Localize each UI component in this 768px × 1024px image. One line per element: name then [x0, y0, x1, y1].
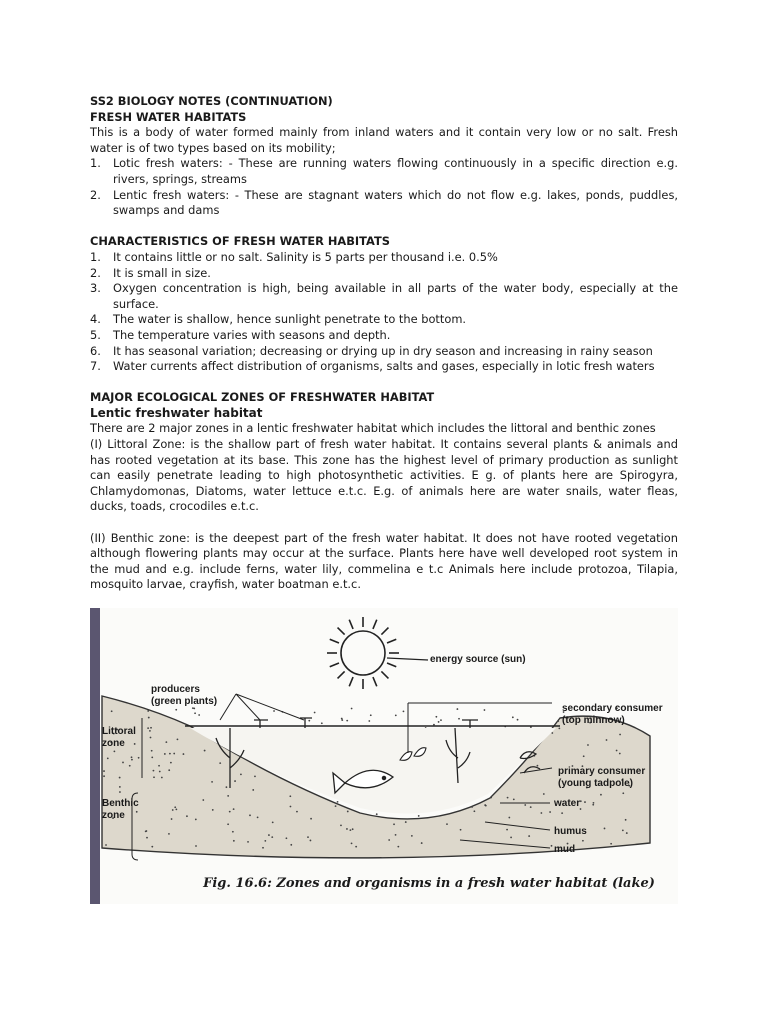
mud-speckle [168, 769, 170, 771]
mud-speckle [119, 786, 121, 788]
mud-speckle [138, 757, 140, 759]
mud-speckle [264, 840, 266, 842]
mud-speckle [169, 753, 171, 755]
list-item [90, 328, 678, 344]
mud-speckle [111, 710, 113, 712]
mud-speckle [368, 720, 370, 722]
mud-speckle [370, 714, 372, 716]
mud-speckle [622, 830, 624, 832]
mud-speckle [626, 832, 628, 834]
mud-speckle [119, 791, 121, 793]
mud-speckle [195, 819, 197, 821]
mud-speckle [458, 718, 460, 720]
list-text: It has seasonal variation; decreasing or drying up in dry season and increasing in rainy season [113, 343, 653, 358]
list-text: Lentic fresh waters: - These are stagnant waters which do not flow e.g. lakes, ponds, puddles, swamps and dams [113, 187, 678, 218]
section-title-ecological-zones: MAJOR ECOLOGICAL ZONES OF FRESHWATER HABITAT [90, 390, 435, 405]
sun-ray [387, 663, 396, 667]
list-item [90, 281, 678, 312]
section-intro: This is a body of water formed mainly from inland waters and it contain very low or no salt. Fresh water is of two types based on its mobility; [90, 125, 678, 155]
mud-speckle [395, 714, 397, 716]
mud-speckle [341, 719, 343, 721]
label-top-minnow: (top minnow) [562, 715, 625, 726]
sun-pointer [387, 658, 428, 660]
mud-speckle [195, 845, 197, 847]
mud-speckle [619, 734, 621, 736]
label-young-tadpole: (young tadpole) [558, 778, 633, 789]
list-text: The temperature varies with seasons and depth. [113, 327, 391, 342]
mud-speckle [346, 828, 348, 830]
mud-speckle [226, 786, 228, 788]
list-text: It contains little or no salt. Salinity is 5 parts per thousand i.e. 0.5% [113, 249, 498, 264]
sun-ray [373, 620, 377, 629]
mud-speckle [129, 765, 131, 767]
mud-speckle [506, 829, 508, 831]
mud-speckle [551, 845, 553, 847]
mud-speckle [202, 799, 204, 801]
mud-speckle [351, 708, 353, 710]
mud-speckle [421, 842, 423, 844]
mud-speckle [619, 753, 621, 755]
mud-speckle [219, 762, 221, 764]
mud-speckle [194, 712, 196, 714]
list-item [90, 188, 678, 219]
sun-ray [381, 628, 388, 635]
mud-speckle [193, 708, 195, 710]
mud-speckle [145, 830, 147, 832]
mud-speckle [150, 737, 152, 739]
mud-speckle [249, 814, 251, 816]
mud-speckle [233, 808, 235, 810]
label-littoral: Littoral [102, 726, 136, 737]
list-item [90, 250, 678, 266]
mud-speckle [584, 801, 586, 803]
label-benthic: Benthic [102, 798, 139, 809]
mud-speckle [172, 809, 174, 811]
mud-speckle [131, 759, 133, 761]
list-number: 2. [90, 265, 101, 280]
mud-speckle [558, 727, 560, 729]
label-mud: mud [554, 844, 576, 855]
section-title-characteristics: CHARACTERISTICS OF FRESH WATER HABITATS [90, 234, 390, 249]
sun-ray [373, 677, 377, 686]
label-primary-consumer: primary consumer [558, 766, 646, 777]
lake-zones-figure [90, 608, 678, 904]
mud-speckle [227, 795, 229, 797]
mud-speckle [600, 794, 602, 796]
mud-speckle [153, 770, 155, 772]
label-green-plants: (green plants) [151, 696, 218, 707]
mud-speckle [119, 777, 121, 779]
sun-ray [349, 620, 353, 629]
mud-speckle [107, 757, 109, 759]
mud-speckle [290, 844, 292, 846]
list-number: 1. [90, 249, 101, 264]
mud-speckle [604, 828, 606, 830]
mud-speckle [308, 720, 310, 722]
mud-speckle [508, 817, 510, 819]
list-item [90, 156, 678, 187]
mud-speckle [268, 834, 270, 836]
list-number: 6. [90, 343, 101, 358]
mud-speckle [175, 709, 177, 711]
mud-speckle [543, 793, 545, 795]
list-text: It is small in size. [113, 265, 211, 280]
sun-ray [338, 671, 345, 678]
mud-speckle [346, 720, 348, 722]
mud-speckle [524, 804, 526, 806]
mud-speckle [622, 792, 624, 794]
label-benthic-zone: zone [102, 810, 125, 821]
list-number: 3. [90, 281, 101, 296]
scan-edge [90, 608, 100, 904]
mud-speckle [147, 727, 149, 729]
mud-speckle [103, 775, 105, 777]
mud-speckle [113, 750, 115, 752]
label-water: water [554, 798, 581, 809]
mud-speckle [177, 738, 179, 740]
mud-speckle [397, 846, 399, 848]
zones-intro: There are 2 major zones in a lentic freshwater habitat which includes the littoral and benthic zones [90, 421, 656, 436]
list-item [90, 312, 678, 328]
mud-speckle [136, 811, 138, 813]
list-text: Oxygen concentration is high, being available in all parts of the water body, especially at the surface. [113, 281, 678, 311]
mud-speckle [296, 811, 298, 813]
mud-speckle [411, 835, 413, 837]
mud-speckle [164, 753, 166, 755]
mud-speckle [183, 753, 185, 755]
mud-speckle [289, 795, 291, 797]
mud-speckle [173, 753, 175, 755]
mud-speckle [134, 743, 136, 745]
mud-speckle [583, 755, 585, 757]
mud-speckle [131, 756, 133, 758]
list-item [90, 359, 678, 375]
mud-speckle [149, 730, 151, 732]
benthic-zone-paragraph: (II) Benthic zone: is the deepest part of the fresh water habitat. It does not have rooted vegetation although flowering plants may occur at the surface. Plants here have well developed root system in the mud and e.g. include ferns, water lily, commelina e t.c Animals here include protozoa, Tilapia, mosquito larvae, crayfish, water boatman e.t.c. [90, 530, 678, 592]
mud-speckle [271, 836, 273, 838]
mud-speckle [456, 708, 458, 710]
section-title-fresh-water-habitats: FRESH WATER HABITATS [90, 109, 247, 124]
mud-speckle [168, 833, 170, 835]
mud-speckle [587, 744, 589, 746]
list-item [90, 266, 678, 282]
mud-speckle [580, 800, 582, 802]
mud-speckle [460, 829, 462, 831]
sun-ray [330, 639, 339, 643]
list-item [90, 344, 678, 360]
mud-speckle [349, 829, 351, 831]
mud-speckle [335, 805, 337, 807]
list-number: 7. [90, 359, 101, 374]
mud-speckle [610, 843, 612, 845]
mud-speckle [625, 819, 627, 821]
mud-speckle [234, 780, 236, 782]
section-subtitle-lentic: Lentic freshwater habitat [90, 405, 263, 420]
mud-speckle [105, 844, 107, 846]
mud-speckle [174, 806, 176, 808]
mud-speckle [227, 823, 229, 825]
mud-speckle [557, 720, 559, 722]
mud-speckle [616, 750, 618, 752]
mud-speckle [337, 801, 339, 803]
label-energy-source: energy source (sun) [430, 654, 526, 665]
mud-speckle [211, 781, 213, 783]
mud-speckle [273, 710, 275, 712]
mud-speckle [148, 717, 150, 719]
mud-speckle [405, 821, 407, 823]
mud-speckle [418, 815, 420, 817]
list-text: Lotic fresh waters: - These are running waters flowing continuously in a specific direction e.g. rivers, springs, streams [113, 156, 678, 186]
mud-speckle [351, 842, 353, 844]
mud-speckle [252, 789, 254, 791]
mud-speckle [171, 818, 173, 820]
mud-speckle [232, 831, 234, 833]
list-number: 4. [90, 312, 101, 327]
mud-speckle [310, 818, 312, 820]
sun-ray [387, 639, 396, 643]
mud-speckle [212, 809, 214, 811]
mud-speckle [254, 775, 256, 777]
mud-speckle [592, 804, 594, 806]
mud-speckle [352, 828, 354, 830]
mud-speckle [175, 808, 177, 810]
mud-speckle [513, 798, 515, 800]
mud-speckle [517, 719, 519, 721]
mud-speckle [321, 722, 323, 724]
list-number: 2. [90, 187, 101, 202]
label-producers: producers [151, 684, 200, 695]
mud-speckle [247, 841, 249, 843]
mud-speckle [314, 712, 316, 714]
mud-speckle [146, 837, 148, 839]
sun-ray [338, 628, 345, 635]
mud-speckle [161, 777, 163, 779]
mud-speckle [204, 750, 206, 752]
mud-speckle [153, 776, 155, 778]
mud-speckle [393, 823, 395, 825]
characteristics-list [90, 250, 678, 375]
list-number: 5. [90, 327, 101, 342]
mud-speckle [473, 810, 475, 812]
mud-speckle [310, 840, 312, 842]
mud-speckle [438, 721, 440, 723]
mud-speckle [549, 811, 551, 813]
mud-speckle [446, 823, 448, 825]
mud-speckle [150, 727, 152, 729]
mud-speckle [582, 840, 584, 842]
mud-speckle [537, 765, 539, 767]
sun-ray [330, 663, 339, 667]
mud-speckle [159, 771, 161, 773]
list-text: Water currents affect distribution of organisms, salts and gases, especially in lotic fresh waters [113, 359, 655, 374]
mud-speckle [395, 834, 397, 836]
mud-speckle [198, 714, 200, 716]
mud-speckle [307, 836, 309, 838]
sun-ray [381, 671, 388, 678]
lake-diagram [90, 608, 678, 904]
mud-speckle [606, 739, 608, 741]
figure-caption: Fig. 16.6: Zones and organisms in a fresh water habitat (lake) [203, 876, 655, 891]
mud-speckle [484, 709, 486, 711]
mud-speckle [151, 756, 153, 758]
mud-speckle [233, 840, 235, 842]
list-number: 1. [90, 156, 101, 171]
mud-speckle [165, 741, 167, 743]
notes-page [90, 94, 678, 593]
mud-speckle [158, 765, 160, 767]
mud-speckle [530, 806, 532, 808]
mud-speckle [355, 846, 357, 848]
mud-speckle [186, 815, 188, 817]
mud-speckle [561, 812, 563, 814]
mud-speckle [151, 846, 153, 848]
mud-speckle [507, 797, 509, 799]
sun-icon [327, 617, 399, 689]
mud-speckle [257, 816, 259, 818]
label-humus: humus [554, 826, 587, 837]
mud-speckle [490, 797, 492, 799]
mud-speckle [240, 773, 242, 775]
littoral-zone-paragraph: (I) Littoral Zone: is the shallow part of fresh water habitat. It contains several plants & animals and has rooted vegetation at its base. This zone has the highest level of primary production as sunlight can easily penetrate leading to high photosynthetic activities. E g. of plants here are Spirogyra, Chlamydomonas, Diatoms, water lettuce e.t.c. E.g. of animals here are water snails, water fleas, ducks, toads, crocodiles e.t.c. [90, 437, 678, 514]
mud-speckle [347, 811, 349, 813]
mud-speckle [340, 824, 342, 826]
sun-ray [349, 677, 353, 686]
mud-speckle [510, 837, 512, 839]
mud-speckle [376, 813, 378, 815]
mud-speckle [403, 710, 405, 712]
mud-speckle [151, 750, 153, 752]
mud-speckle [262, 847, 264, 849]
label-littoral-zone: zone [102, 738, 125, 749]
list-text: The water is shallow, hence sunlight penetrate to the bottom. [113, 312, 467, 327]
mud-speckle [512, 716, 514, 718]
mud-speckle [170, 762, 172, 764]
mud-speckle [286, 837, 288, 839]
fresh-water-types-list [90, 156, 678, 218]
mud-speckle [435, 716, 437, 718]
mud-speckle [440, 719, 442, 721]
mud-speckle [290, 806, 292, 808]
page-heading: SS2 BIOLOGY NOTES (CONTINUATION) [90, 94, 333, 108]
label-secondary-consumer: secondary consumer [562, 703, 663, 714]
mud-speckle [593, 802, 595, 804]
mud-speckle [229, 811, 231, 813]
mud-speckle [540, 812, 542, 814]
mud-speckle [471, 806, 473, 808]
mud-speckle [388, 839, 390, 841]
mud-speckle [147, 710, 149, 712]
mud-speckle [272, 821, 274, 823]
mud-speckle [103, 770, 105, 772]
mud-speckle [551, 732, 553, 734]
mud-speckle [484, 804, 486, 806]
mud-speckle [122, 762, 124, 764]
mud-speckle [528, 835, 530, 837]
